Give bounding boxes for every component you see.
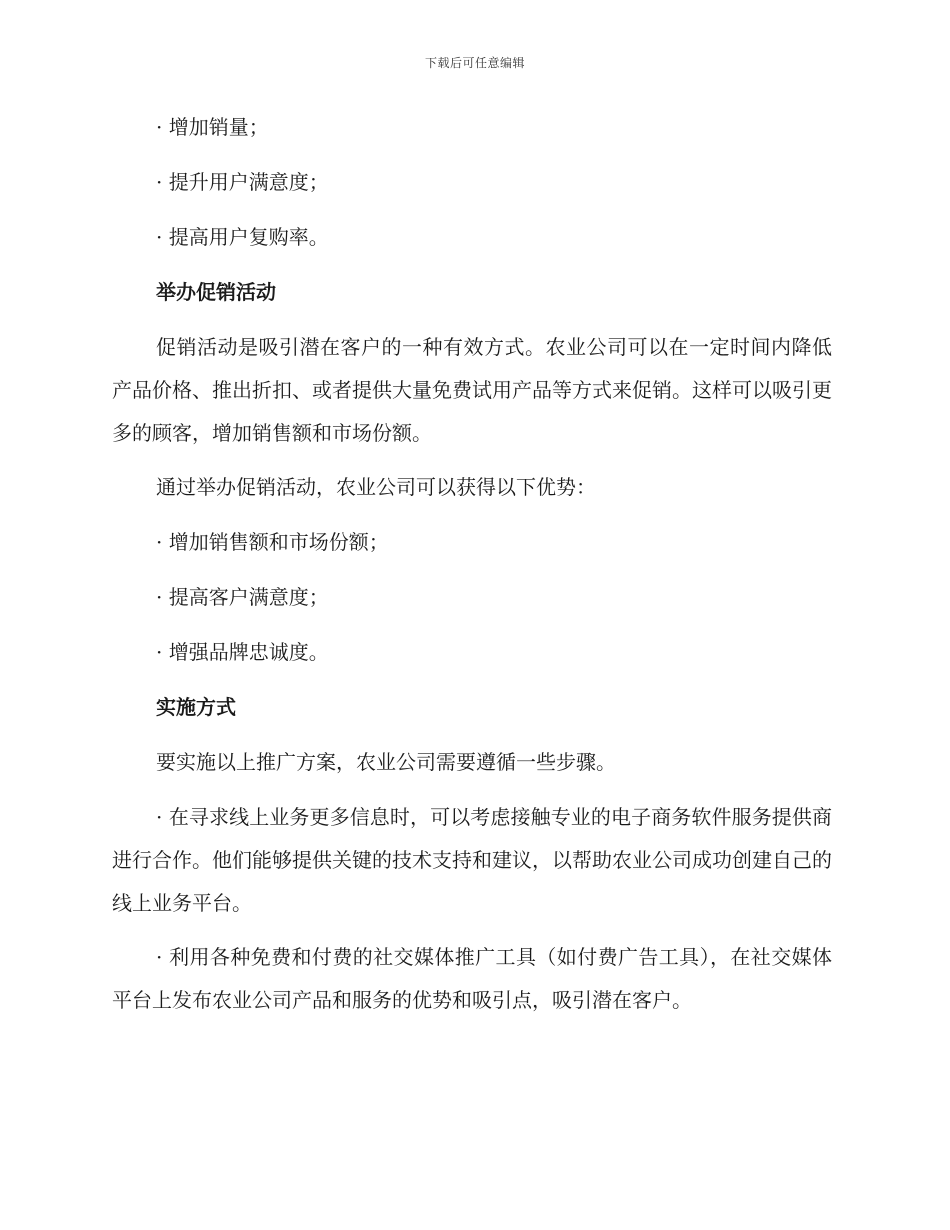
bullet-item: · 增加销售额和市场份额； <box>156 530 389 554</box>
bullet-item: · 提高客户满意度； <box>156 585 329 609</box>
paragraph: 通过举办促销活动，农业公司可以获得以下优势： <box>156 475 596 499</box>
paragraph: · 利用各种免费和付费的社交媒体推广工具（如付费广告工具），在社交媒体平台上发布农业公司产品和服务的优势和吸引点，吸引潜在客户。 <box>112 945 832 1012</box>
bullet-item: · 增强品牌忠诚度。 <box>156 640 329 664</box>
paragraph: 促销活动是吸引潜在客户的一种有效方式。农业公司可以在一定时间内降低产品价格、推出折扣、或者提供大量免费试用产品等方式来促销。这样可以吸引更多的顾客，增加销售额和市场份额。 <box>112 335 832 445</box>
section-heading: 举办促销活动 <box>156 280 276 304</box>
page-header: 下载后可任意编辑 <box>424 56 525 70</box>
bullet-item: · 提升用户满意度； <box>156 170 329 194</box>
section-heading: 实施方式 <box>156 695 236 719</box>
bullet-item: · 增加销量； <box>156 115 269 139</box>
paragraph: 要实施以上推广方案，农业公司需要遵循一些步骤。 <box>156 750 616 774</box>
document-body <box>112 110 832 1037</box>
paragraph: · 在寻求线上业务更多信息时，可以考虑接触专业的电子商务软件服务提供商进行合作。他们能够提供关键的技术支持和建议，以帮助农业公司成功创建自己的线上业务平台。 <box>112 805 832 915</box>
bullet-item: · 提高用户复购率。 <box>156 225 329 249</box>
